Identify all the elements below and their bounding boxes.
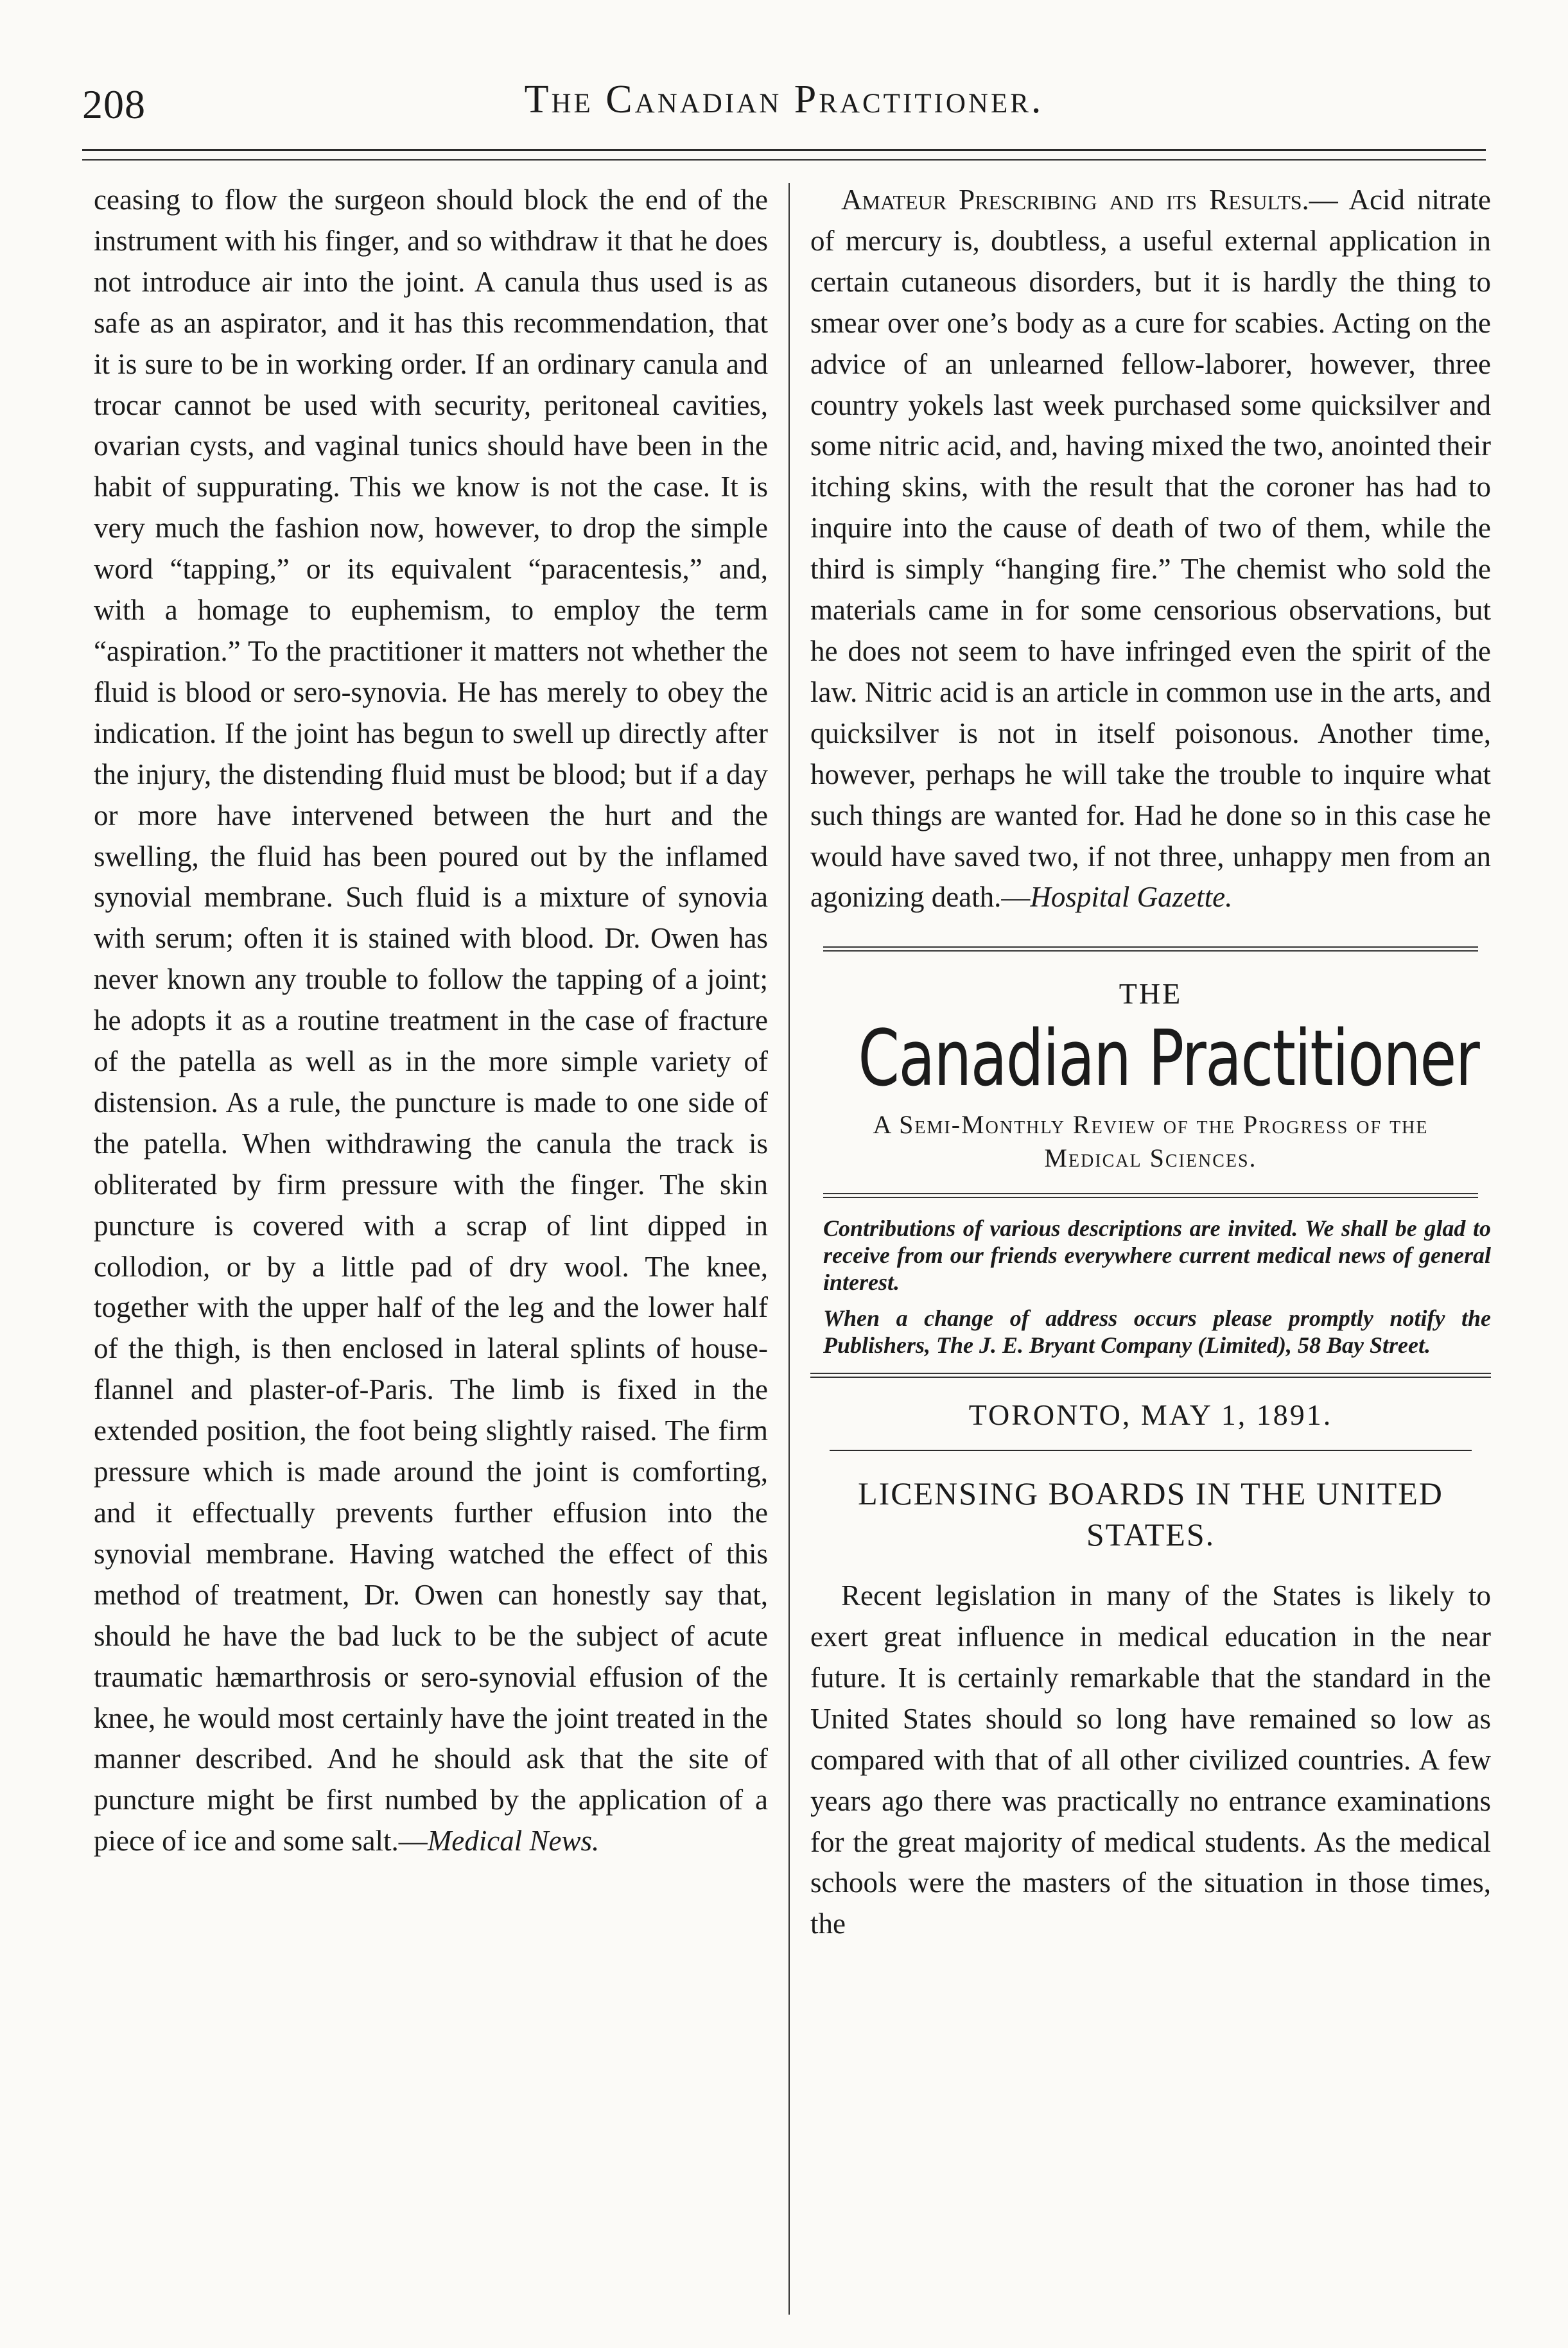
dateline-rule-top [810, 1373, 1491, 1378]
dateline-rule-bottom [830, 1450, 1472, 1451]
left-column-source: Medical News. [427, 1825, 600, 1857]
amateur-paragraph [810, 180, 1491, 918]
left-column [94, 180, 768, 1862]
masthead-rule-bottom [823, 1193, 1478, 1198]
masthead-the: THE [1119, 977, 1183, 1011]
left-column-paragraph [94, 180, 768, 1862]
article-title: LICENSING BOARDS IN THE UNITED STATES. [858, 1475, 1443, 1553]
header-rule-bottom [82, 159, 1486, 161]
page-header [0, 77, 1568, 135]
amateur-source: Hospital Gazette. [1030, 881, 1233, 914]
left-column-text: ceasing to flow the surgeon should block the end of the instrument with his finger, and so withdraw it that he does not introduce air into the joint. A canula thus used is as safe as an aspirator, and it has this recommendation, that it is sure to be in working order. If an ordinary canula and trocar cannot be used with security, peritoneal cavities, ovarian cysts, and vaginal tunics should have been in the habit of suppurating. This we know is not the case. It is very much the fashion now, however, to drop the simple word “tapping,” or its equivalent “paracentesis,” and, with a homage to euphemism, to employ the term “aspiration.” To the practitioner it matters not whether the fluid is blood or sero-synovia. He has merely to obey the indication. If the joint has begun to swell up directly after the injury, the distending fluid must be blood; but if a day or more have intervened between the hurt and the swelling, the fluid has been poured out by the inflamed synovial membrane. Such fluid is a mixture of synovia with serum; often it is stained with blood. Dr. Owen has never known any trouble to follow the tapping of a joint; he adopts it as a routine treatment in the case of fracture of the patella as well as in the more simple variety of distension. As a rule, the puncture is made to one side of the patella. When withdrawing the canula the track is obliterated by firm pressure with the finger. The skin puncture is covered with a scrap of lint dipped in collodion, or by a little pad of dry wool. The knee, together with the upper half of the leg and the lower half of the thigh, is then enclosed in lateral splints of house-flannel and plaster-of-Paris. The limb is fixed in the extended position, the foot being slightly raised. The firm pressure which is made around the joint is comforting, and it effectually prevents further effusion into the synovial membrane. Having watched the effect of this method of treatment, Dr. Owen can honestly say that, should he have the bad luck to be the subject of acute traumatic hæmarthrosis or sero-synovial effusion of the knee, he would most certainly have the joint treated in the manner described. And he should ask that the site of puncture might be first numbed by the application of a piece of ice and some salt.— [94, 184, 768, 1857]
right-column [810, 180, 1491, 1945]
article-text: Recent legislation in many of the States is likely to exert great influence in medical education in the near future. It is certainly remarkable that the standard in the United States should so long have remained so low as compared with that of all other civilized countries. A few years ago there was practically no entrance examinations for the great majority of medical students. As the medical schools were the masters of the situation in those times, the [810, 1579, 1491, 1940]
publisher-notices [810, 1215, 1491, 1359]
notice-contributions: Contributions of various descriptions are invited. We shall be glad to receive from our friends everywhere current medical news of general interest. [823, 1215, 1491, 1296]
amateur-heading: Amateur Prescribing and its Results.— [841, 184, 1338, 216]
masthead-subtitle: A Semi-Monthly Review of the Progress of the Medical Sciences. [873, 1110, 1429, 1173]
column-divider [788, 183, 790, 2315]
masthead-title: Canadian Practitioner [858, 1014, 1479, 1104]
header-rule-top [82, 149, 1486, 151]
amateur-text: Acid nitrate of mercury is, doubtless, a useful external application in certain cutaneous disorders, but it is hardly the thing to smear over one’s body as a cure for scabies. Acting on the advice of an unlearned fellow-laborer, however, three country yokels last week purchased some quicksilver and some nitric acid, and, having mixed the two, anointed their itching skins, with the result that the coroner has had to inquire into the cause of death of two of them, while the third is simply “hanging fire.” The chemist who sold the materials came in for some censorious observations, but he does not seem to have infringed even the spirit of the law. Nitric acid is an article in common use in the arts, and quicksilver is not in itself poisonous. Another time, however, perhaps he will take the trouble to inquire what such things are wanted for. Had he done so in this case he would have saved two, if not three, unhappy men from an agonizing death.— [810, 184, 1491, 914]
dateline: TORONTO, MAY 1, 1891. [968, 1398, 1333, 1432]
masthead-rule-top [823, 946, 1478, 952]
notice-address-change: When a change of address occurs please promptly notify the Publishers, The J. E. Bryant Company (Limited), 58 Bay Street. [823, 1305, 1491, 1359]
running-head: The Canadian Practitioner. [524, 78, 1044, 121]
page-number: 208 [82, 82, 146, 127]
